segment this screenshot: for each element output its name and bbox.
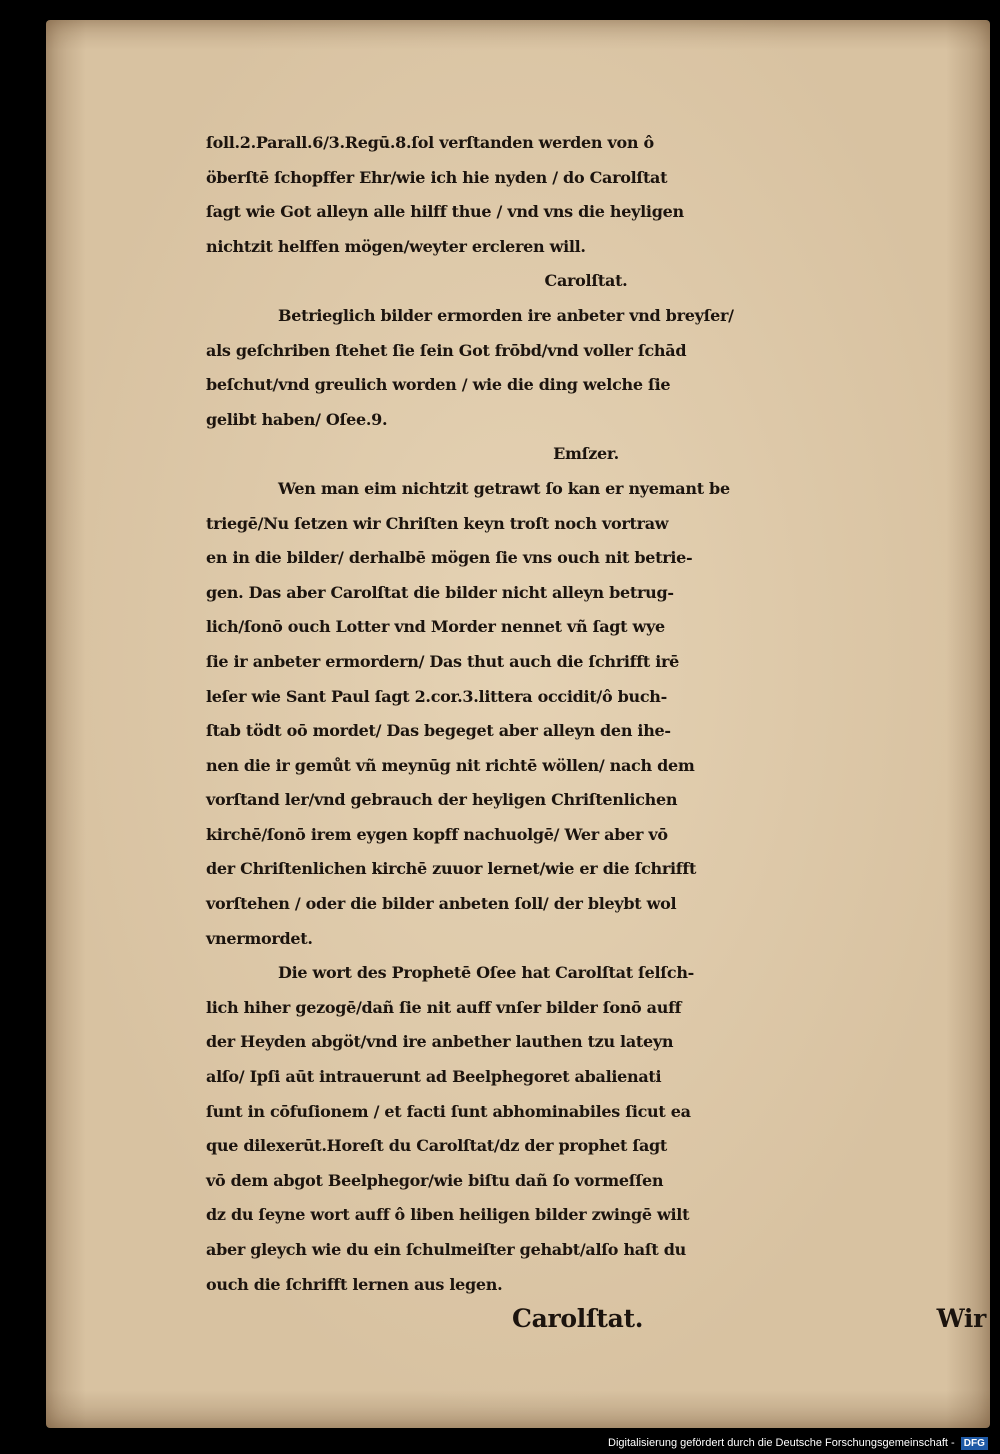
text-line: leſer wie Sant Paul ſagt 2.cor.3.littera occidit/ô buch- <box>206 686 667 706</box>
section-heading: Emſzer. <box>553 444 619 464</box>
text-line: ouch die ſchrifft lernen aus legen. <box>206 1274 503 1294</box>
text-line: ſtab tödt oō mordet/ Das begeget aber alleyn den ihe- <box>206 721 671 741</box>
credit-text: Digitalisierung gefördert durch die Deutsche Forschungsgemeinschaft - <box>608 1437 955 1449</box>
footer-heading: Carolſtat. <box>512 1304 644 1334</box>
text-line: ſagt wie Got alleyn alle hilff thue / vnd vns die heyligen <box>206 202 684 222</box>
dfg-logo: DFG <box>961 1437 988 1450</box>
text-line: gelibt haben/ Oſee.9. <box>206 409 388 429</box>
text-line: der Heyden abgöt/vnd ire anbether lauthen tzu lateyn <box>206 1032 674 1052</box>
text-line: beſchut/vnd greulich worden / wie die ding welche ſie <box>206 375 671 395</box>
digitization-credit <box>608 1435 988 1451</box>
text-line: aber gleych wie du ein ſchulmeiſter gehabt/alſo haſt du <box>206 1240 687 1259</box>
text-line: Die wort des Prophetē Oſee hat Carolſtat ſelſch- <box>278 963 694 983</box>
text-line: alſo/ Ipſi aūt intrauerunt ad Beelphegoret abalienati <box>206 1067 662 1087</box>
text-line: nen die ir gemůt vñ meynūg nit richtē wöllen/ nach dem <box>206 755 695 775</box>
text-line: dz du ſeyne wort auff ô liben heiligen bilder zwingē wilt <box>206 1205 690 1225</box>
text-line: que dilexerūt.Horeſt du Carolſtat/dz der prophet ſagt <box>206 1136 668 1156</box>
text-line: lich/ſonō ouch Lotter vnd Morder nennet vñ ſagt wye <box>206 617 665 637</box>
page-text <box>206 126 1000 1342</box>
text-line: vorſtand ler/vnd gebrauch der heyligen Chriſtenlichen <box>206 790 678 810</box>
text-line: Wen man eim nichtzit getrawt ſo kan er nyemant be <box>278 478 730 498</box>
text-line: gen. Das aber Carolſtat die bilder nicht alleyn betrug- <box>206 582 674 602</box>
text-line: vorſtehen / oder die bilder anbeten ſoll/ der bleybt wol <box>206 894 677 914</box>
text-line: en in die bilder/ derhalbē mögen ſie vns ouch nit betrie- <box>206 548 693 568</box>
text-line: ſie ir anbeter ermordern/ Das thut auch die ſchrifft irē <box>206 651 679 671</box>
catchword: Wir <box>936 1304 986 1334</box>
text-line: ſunt in cōfuſionem / et facti ſunt abhominabiles ſicut ea <box>206 1101 691 1121</box>
text-line: kirchē/ſonō irem eygen kopff nachuolgē/ Wer aber vō <box>206 824 668 844</box>
text-line: vō dem abgot Beelphegor/wie biſtu dañ ſo vormeſſen <box>206 1170 664 1190</box>
text-line: vnermordet. <box>206 928 313 948</box>
page-footer-line <box>206 1302 1000 1342</box>
text-line: lich hiher gezogē/dañ ſie nit auff vnſer bilder ſonō auff <box>206 997 682 1017</box>
text-line: ſoll.2.Parall.6/3.Regū.8.ſol verſtanden werden von ô <box>206 133 654 152</box>
text-line: Betrieglich bilder ermorden ire anbeter vnd breyſer/ <box>278 305 734 325</box>
book-page <box>46 20 990 1428</box>
text-line: der Chriſtenlichen kirchē zuuor lernet/wie er die ſchrifft <box>206 859 697 879</box>
section-heading: Carolſtat. <box>544 271 628 291</box>
text-line: als geſchriben ſtehet ſie ſein Got frōbd/vnd voller ſchād <box>206 340 687 360</box>
text-line: nichtzit helffen mögen/weyter ercleren will. <box>206 236 586 256</box>
text-line: triegē/Nu ſetzen wir Chriſten keyn troſt noch vortraw <box>206 513 669 533</box>
text-line: öberſtē ſchopffer Ehr/wie ich hie nyden / do Carolſtat <box>206 167 668 187</box>
